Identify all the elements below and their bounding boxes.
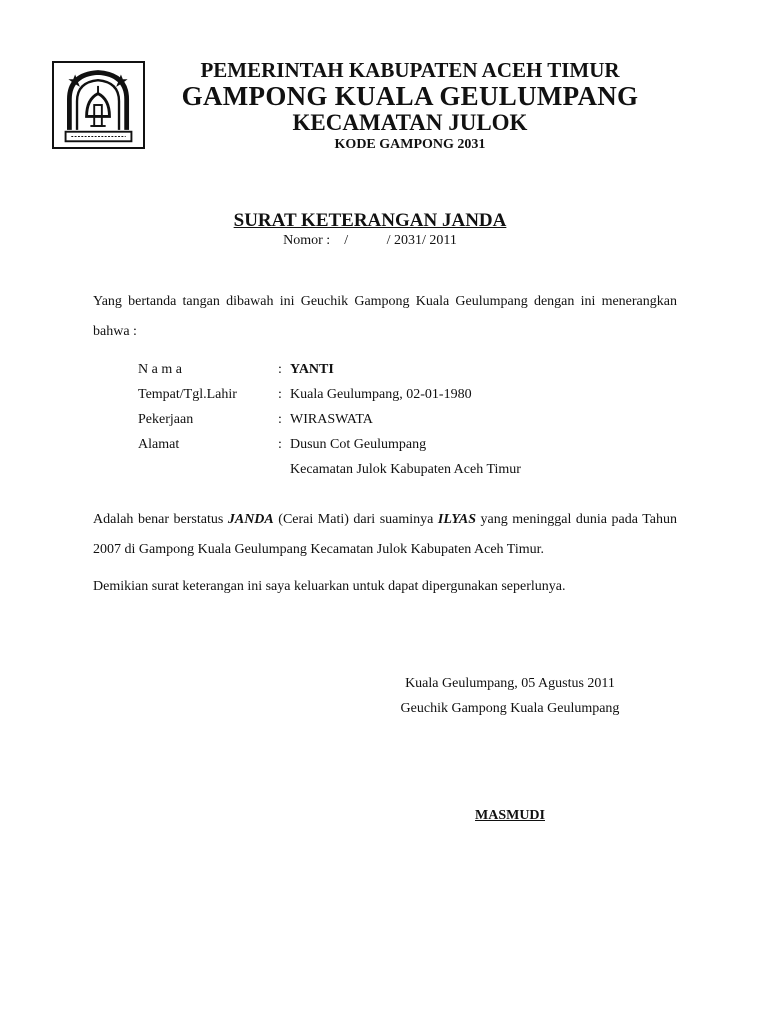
detail-value: Kecamatan Julok Kabupaten Aceh Timur <box>290 462 521 477</box>
detail-value: Kuala Geulumpang, 02-01-1980 <box>290 387 472 402</box>
closing-paragraph: Demikian surat keterangan ini saya keluarkan untuk dapat dipergunakan seperlunya. <box>93 579 566 594</box>
letter-number: Nomor : / / 2031/ 2011 <box>283 233 457 248</box>
regency-seal-logo <box>52 61 145 149</box>
detail-label: N a m a <box>138 362 182 377</box>
husband-name: ILYAS <box>437 512 476 527</box>
letterhead-village-code: KODE GAMPONG 2031 <box>334 137 486 152</box>
letterhead-government: PEMERINTAH KABUPATEN ACEH TIMUR <box>200 58 620 82</box>
status-text: JANDA <box>227 512 274 527</box>
letter-title: SURAT KETERANGAN JANDA <box>233 210 507 231</box>
signatory-name: MASMUDI <box>475 808 545 823</box>
detail-value: YANTI <box>290 362 334 377</box>
letter-page: PEMERINTAH KABUPATEN ACEH TIMUR GAMPONG KUALA GEULUMPANG KECAMATAN JULOK KODE GAMPONG 2031 SURAT KETERANGAN JANDA Nomor : / / 2031/ 2011 Yang bertanda tangan dibawah ini Geuchik Gampong Kuala Geulumpang dengan ini menerangkan bahwa : N a m a : YANTI Tempat/Tgl.Lahir : Kuala Geulumpang, 02-01-1980 Pekerjaan : WIRASWATA Alamat : Dusun Cot Geulumpang Kecamatan Julok Kabupaten Aceh Timur Adalah benar berstatus JANDA (Cerai Mati) dari suaminya ILYAS yang meninggal dunia pada Tahun 2007 di Gampong Kuala Geulumpang Kecamatan Julok Kabupaten Aceh Timur. Demikian surat keterangan ini saya keluarkan untuk dapat dipergunakan seperlunya. Kuala Geulumpang, 05 Agustus 2011 Geuchik Gampong Kuala Geulumpang MASMUDI <box>0 0 768 1024</box>
detail-label: Tempat/Tgl.Lahir <box>138 387 237 402</box>
signature-place-date: Kuala Geulumpang, 05 Agustus 2011 <box>405 676 615 691</box>
statement-paragraph: Adalah benar berstatus JANDA (Cerai Mati) dari suaminya ILYAS yang meninggal dunia pada Tahun 2007 di Gampong Kuala Geulumpang Kecamatan Julok Kabupaten Aceh Timur. <box>93 512 677 557</box>
letterhead-village: GAMPONG KUALA GEULUMPANG <box>181 81 639 111</box>
letterhead-district: KECAMATAN JULOK <box>292 110 528 135</box>
detail-value: WIRASWATA <box>290 412 373 427</box>
signature-position: Geuchik Gampong Kuala Geulumpang <box>400 701 620 716</box>
seal-emblem-icon <box>54 63 143 147</box>
detail-label: Alamat <box>138 437 180 452</box>
detail-label: Pekerjaan <box>138 412 194 427</box>
detail-value: Dusun Cot Geulumpang <box>290 437 427 452</box>
opening-paragraph: Yang bertanda tangan dibawah ini Geuchik Gampong Kuala Geulumpang dengan ini menerangkan bahwa : <box>93 294 677 339</box>
